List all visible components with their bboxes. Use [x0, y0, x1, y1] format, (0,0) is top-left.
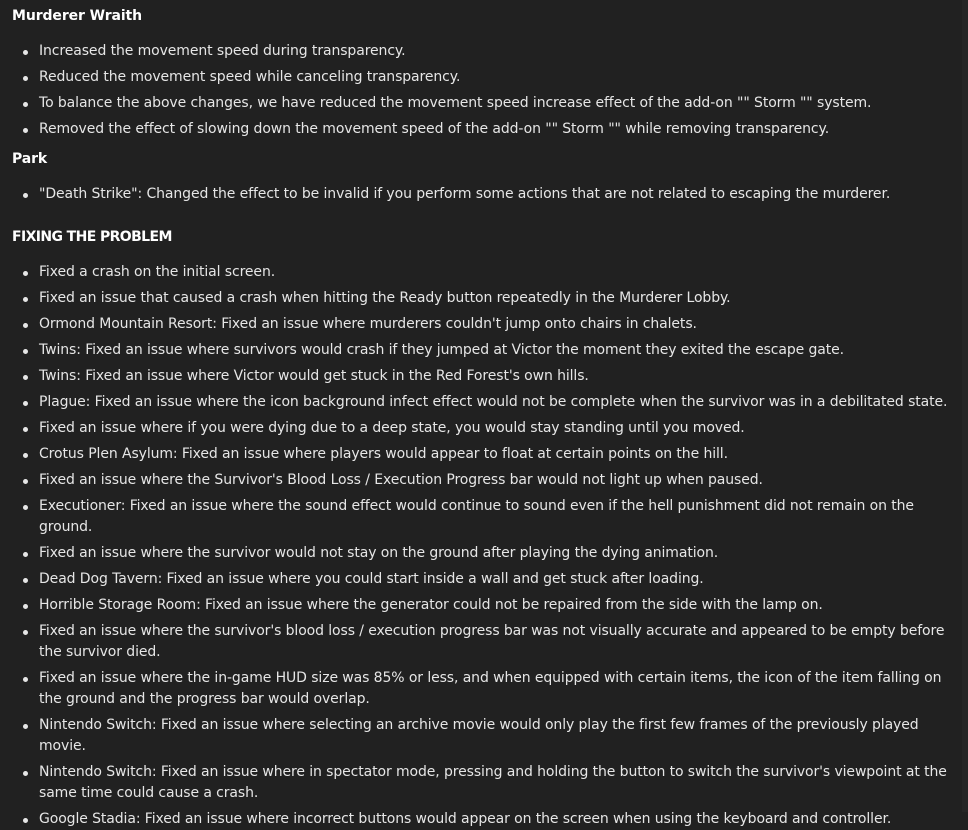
list-item: "Death Strike": Changed the effect to be invalid if you perform some actions that are not related to escaping the murderer.	[12, 184, 948, 205]
list-item: Reduced the movement speed while canceling transparency.	[12, 67, 948, 88]
list-item: Fixed an issue where if you were dying due to a deep state, you would stay standing until you moved.	[12, 418, 948, 439]
list-item: Google Stadia: Fixed an issue where incorrect buttons would appear on the screen when using the keyboard and controller.	[12, 809, 948, 830]
list-park	[12, 184, 948, 205]
list-item: Twins: Fixed an issue where Victor would get stuck in the Red Forest's own hills.	[12, 366, 948, 387]
section-heading-park: Park	[12, 151, 48, 167]
list-item: To balance the above changes, we have reduced the movement speed increase effect of the add-on "" Storm "" system.	[12, 93, 948, 114]
list-item: Fixed an issue where the in-game HUD size was 85% or less, and when equipped with certain items, the icon of the item falling on the ground and the progress bar would overlap.	[12, 668, 948, 710]
list-item: Crotus Plen Asylum: Fixed an issue where players would appear to float at certain points on the hill.	[12, 444, 948, 465]
list-item: Twins: Fixed an issue where survivors would crash if they jumped at Victor the moment they exited the escape gate.	[12, 340, 948, 361]
scrollbar-track[interactable]	[962, 0, 968, 812]
list-fixing-the-problem	[12, 262, 948, 830]
list-item: Fixed an issue that caused a crash when hitting the Ready button repeatedly in the Murderer Lobby.	[12, 288, 948, 309]
list-item: Ormond Mountain Resort: Fixed an issue where murderers couldn't jump onto chairs in chalets.	[12, 314, 948, 335]
list-item: Fixed a crash on the initial screen.	[12, 262, 948, 283]
list-item: Fixed an issue where the survivor's blood loss / execution progress bar was not visually accurate and appeared to be empty before the survivor died.	[12, 621, 948, 663]
list-item: Increased the movement speed during transparency.	[12, 41, 948, 62]
section-heading-fixing-the-problem: FIXING THE PROBLEM	[12, 229, 172, 245]
list-item: Fixed an issue where the Survivor's Blood Loss / Execution Progress bar would not light up when paused.	[12, 470, 948, 491]
list-murderer-wraith	[12, 41, 948, 140]
list-item: Fixed an issue where the survivor would not stay on the ground after playing the dying animation.	[12, 543, 948, 564]
list-item: Executioner: Fixed an issue where the sound effect would continue to sound even if the hell punishment did not remain on the ground.	[12, 496, 948, 538]
list-item: Horrible Storage Room: Fixed an issue where the generator could not be repaired from the side with the lamp on.	[12, 595, 948, 616]
list-item: Nintendo Switch: Fixed an issue where in spectator mode, pressing and holding the button to switch the survivor's viewpoint at the same time could cause a crash.	[12, 762, 948, 804]
section-heading-murderer-wraith: Murderer Wraith	[12, 8, 143, 24]
list-item: Dead Dog Tavern: Fixed an issue where you could start inside a wall and get stuck after loading.	[12, 569, 948, 590]
list-item: Nintendo Switch: Fixed an issue where selecting an archive movie would only play the first few frames of the previously played movie.	[12, 715, 948, 757]
list-item: Removed the effect of slowing down the movement speed of the add-on "" Storm "" while removing transparency.	[12, 119, 948, 140]
list-item: Plague: Fixed an issue where the icon background infect effect would not be complete when the survivor was in a debilitated state.	[12, 392, 948, 413]
